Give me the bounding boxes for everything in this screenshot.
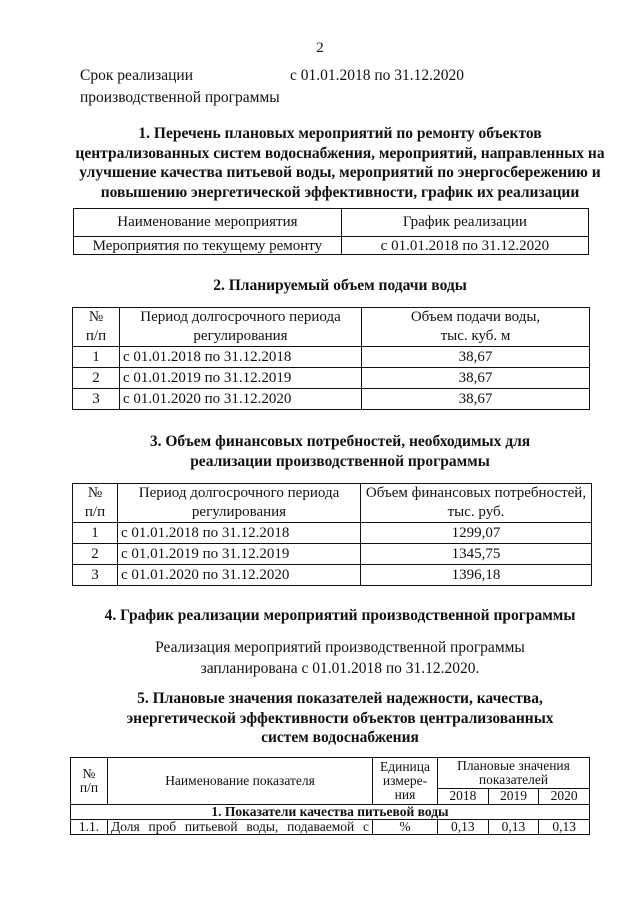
- row-number: 1: [73, 347, 120, 368]
- group-title: 1. Показатели качества питьевой воды: [71, 805, 590, 820]
- header-planned-values: [438, 758, 590, 789]
- term-label-line1: Срок реализации: [80, 67, 193, 84]
- section3-title-line: реализации производственной программы: [190, 452, 490, 470]
- row-number: 3: [73, 565, 118, 586]
- header-period-line2: регулирования: [191, 504, 287, 520]
- section3-title: [60, 432, 620, 471]
- header-volume-line2: тыс. куб. м: [440, 328, 511, 344]
- table-header-row: [74, 209, 589, 237]
- header-period: [120, 308, 362, 347]
- table-header-row: [73, 484, 592, 523]
- header-period: [118, 484, 361, 523]
- header-financial-line1: Объем финансовых потребностей,: [365, 485, 587, 501]
- row-number: 1.1.: [71, 820, 108, 835]
- header-unit: [373, 758, 438, 805]
- section2-title: 2. Планируемый объем подачи воды: [213, 277, 467, 294]
- header-number: [71, 758, 108, 805]
- row-value-2018: 0,13: [438, 820, 489, 835]
- header-year: 2018: [438, 788, 489, 804]
- header-unit-line1: Единица: [379, 759, 430, 774]
- header-planned-line1: Плановые значения: [457, 757, 570, 773]
- header-number-line1: №: [87, 485, 103, 501]
- word: подаваемой: [287, 819, 355, 834]
- word: с: [362, 819, 369, 834]
- header-planned-line2: показателей: [478, 771, 549, 787]
- row-period: с 01.01.2019 по 31.12.2019: [120, 368, 362, 389]
- row-amount: 1299,07: [361, 523, 592, 544]
- table-group-row: [71, 805, 590, 820]
- row-period: с 01.01.2020 по 31.12.2020: [118, 565, 361, 586]
- row-unit: %: [373, 820, 438, 835]
- header-period-line2: регулирования: [193, 328, 288, 344]
- header-number: [73, 308, 120, 347]
- row-period: с 01.01.2018 по 31.12.2018: [120, 347, 362, 368]
- header-financial-volume: [361, 484, 592, 523]
- indicators-table: [70, 757, 590, 835]
- section1-title-line: 1. Перечень плановых мероприятий по ремонту объектов: [138, 125, 542, 142]
- section4-title: 4. График реализации мероприятий производственной программы: [104, 607, 576, 624]
- table-row: [73, 389, 590, 410]
- row-number: 1: [73, 523, 118, 544]
- section4-text: [60, 637, 620, 679]
- row-number: 2: [73, 544, 118, 565]
- table-row: [73, 368, 590, 389]
- page-number: 2: [316, 40, 324, 56]
- row-value-2020: 0,13: [539, 820, 590, 835]
- section1-title: [60, 124, 620, 202]
- header-schedule: График реализации: [341, 209, 588, 237]
- row-period: с 01.01.2020 по 31.12.2020: [120, 389, 362, 410]
- word: проб: [148, 819, 177, 834]
- activities-table: [73, 208, 589, 255]
- section1-title-line: централизованных систем водоснабжения, мероприятий, направленных на: [75, 144, 605, 162]
- water-supply-table: [72, 307, 590, 410]
- term-label: [80, 65, 280, 109]
- row-amount: 1345,75: [361, 544, 592, 565]
- table-row: [71, 820, 590, 835]
- row-volume: 38,67: [362, 347, 590, 368]
- section3-title-line: 3. Объем финансовых потребностей, необходимых для: [149, 433, 531, 450]
- row-period: с 01.01.2018 по 31.12.2018: [118, 523, 361, 544]
- header-number-line2: п/п: [84, 504, 106, 520]
- table-row: [74, 237, 589, 255]
- table-header-row: [73, 308, 590, 347]
- table-row: [73, 565, 592, 586]
- section4-text-line1: Реализация мероприятий производственной программы: [155, 639, 525, 656]
- table-row: [73, 347, 590, 368]
- header-activity-name: Наименование мероприятия: [74, 209, 342, 237]
- header-year: 2020: [539, 788, 590, 804]
- table-row: [73, 544, 592, 565]
- header-period-line1: Период долгосрочного периода: [140, 309, 341, 325]
- section1-title-line: повышению энергетической эффективности, график их реализации: [100, 183, 580, 201]
- section5-title-line: систем водоснабжения: [261, 729, 419, 746]
- term-value: с 01.01.2018 по 31.12.2020: [290, 67, 465, 84]
- row-number: 3: [73, 389, 120, 410]
- row-volume: 38,67: [362, 368, 590, 389]
- section5-title-line: 5. Плановые значения показателей надежности, качества,: [137, 690, 543, 707]
- header-number-line2: п/п: [85, 328, 107, 344]
- row-period: с 01.01.2019 по 31.12.2019: [118, 544, 361, 565]
- word: Доля: [111, 819, 140, 834]
- section5-title-line: энергетической эффективности объектов централизованных: [126, 709, 554, 727]
- header-volume: [362, 308, 590, 347]
- header-period-line1: Период долгосрочного периода: [138, 485, 340, 501]
- word: питьевой: [184, 819, 238, 834]
- section1-title-line: улучшение качества питьевой воды, мероприятий по энергосбережению и: [79, 164, 601, 181]
- row-amount: 1396,18: [361, 565, 592, 586]
- header-unit-line2: измере-: [382, 773, 428, 788]
- row-volume: 38,67: [362, 389, 590, 410]
- term-label-line2: производственной программы: [80, 89, 280, 106]
- table-header-row: [71, 758, 590, 789]
- activity-schedule-cell: с 01.01.2018 по 31.12.2020: [341, 237, 588, 255]
- activity-name-cell: Мероприятия по текущему ремонту: [74, 237, 342, 255]
- header-financial-line2: тыс. руб.: [447, 504, 505, 520]
- header-number-line2: п/п: [79, 780, 99, 795]
- header-year: 2019: [488, 788, 539, 804]
- word: воды,: [246, 819, 279, 834]
- table-row: [73, 523, 592, 544]
- header-indicator-name: Наименование показателя: [108, 758, 373, 805]
- header-volume-line1: Объем подачи воды,: [410, 309, 541, 325]
- row-value-2019: 0,13: [488, 820, 539, 835]
- header-unit-line3: ния: [394, 787, 416, 802]
- row-number: 2: [73, 368, 120, 389]
- header-number-line1: №: [88, 309, 104, 325]
- header-number-line1: №: [82, 766, 96, 781]
- section5-title: [60, 689, 620, 748]
- header-number: [73, 484, 118, 523]
- financial-needs-table: [72, 483, 592, 586]
- row-indicator-name: [108, 820, 373, 835]
- section4-text-line2: запланирована с 01.01.2018 по 31.12.2020.: [200, 660, 480, 677]
